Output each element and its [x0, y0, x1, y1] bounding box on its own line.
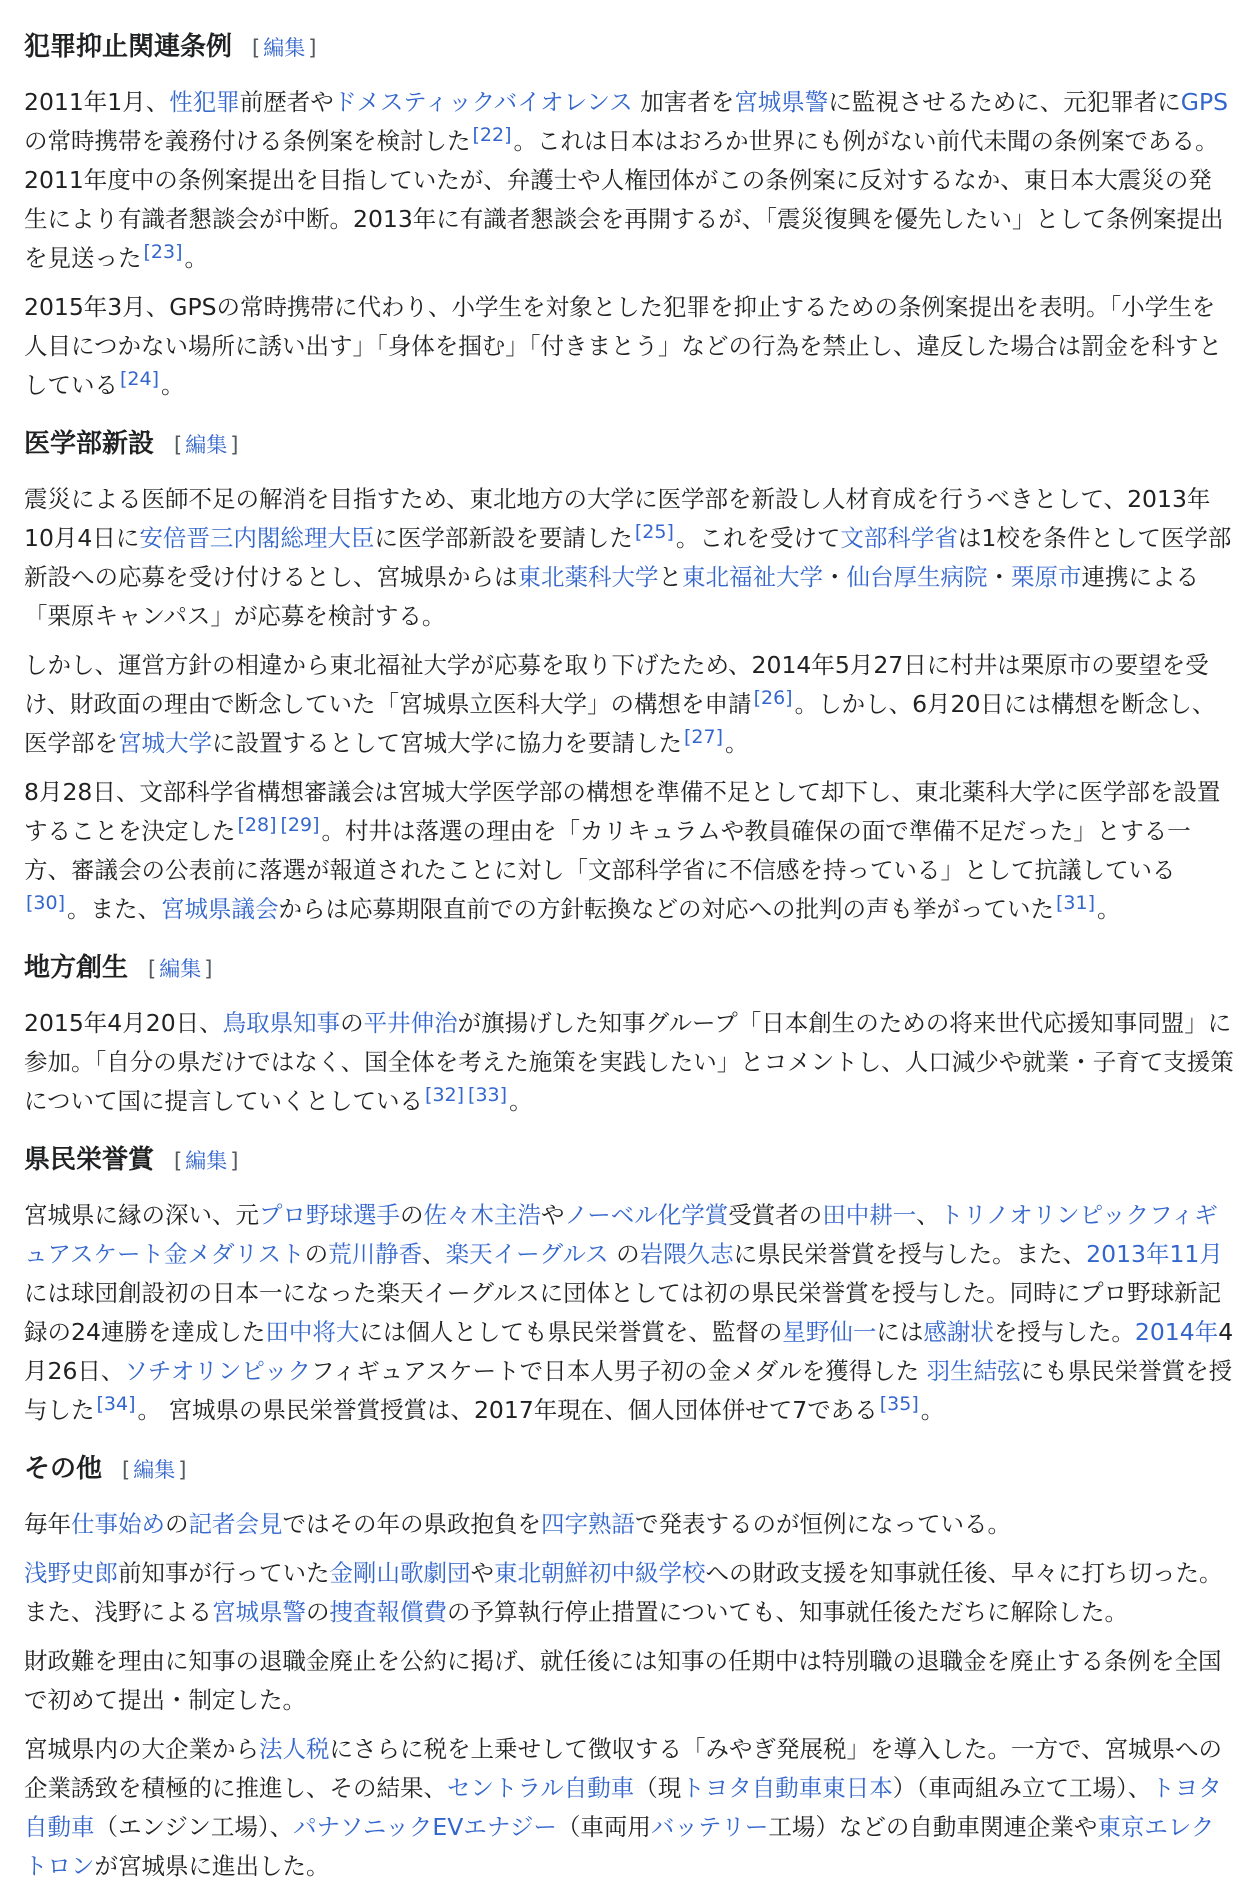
- section-heading: [24, 22, 1234, 73]
- citation-link[interactable]: [35]: [879, 1393, 919, 1415]
- body-text: 毎年: [24, 1510, 71, 1538]
- body-text: ではその年の県政抱負を: [282, 1510, 541, 1538]
- paragraph: [24, 646, 1234, 763]
- wiki-link[interactable]: 栗原市: [1011, 563, 1082, 591]
- body-text: 2011年1月、: [24, 88, 170, 116]
- body-text: の: [306, 1598, 330, 1626]
- citation-link[interactable]: [24]: [120, 368, 160, 390]
- body-text: の: [608, 1240, 640, 1268]
- paragraph: [24, 288, 1234, 405]
- wiki-link[interactable]: 田中将大: [265, 1318, 360, 1346]
- wiki-link[interactable]: 佐々木主浩: [423, 1201, 541, 1229]
- section-heading: [24, 1444, 1234, 1495]
- wiki-link[interactable]: 鳥取県知事: [222, 1009, 341, 1037]
- wiki-link[interactable]: 宮城県警: [734, 88, 829, 116]
- wiki-link[interactable]: 岩隈久志: [639, 1240, 734, 1268]
- citation-link[interactable]: [26]: [753, 687, 793, 709]
- body-text: 、: [422, 1240, 446, 1268]
- body-text: には個人としても県民栄誉賞を、監督の: [359, 1318, 783, 1346]
- body-text: 連携による「栗原キャンパス」が応募を検討する。: [24, 563, 1199, 630]
- body-text: 。: [920, 1396, 945, 1424]
- body-text: 工場）などの自動車関連企業や: [768, 1813, 1098, 1841]
- wiki-link[interactable]: 2014年: [1134, 1318, 1219, 1346]
- paragraph: [24, 480, 1234, 636]
- wiki-link[interactable]: バッテリー: [650, 1813, 769, 1841]
- body-text: に医学部新設を要請した: [374, 524, 633, 552]
- body-text: 。: [1097, 895, 1121, 923]
- citation-link[interactable]: [34]: [96, 1393, 136, 1415]
- wiki-link[interactable]: 宮城県議会: [161, 895, 279, 923]
- body-text: 。村井は落選の理由を「カリキュラムや教員確保の面で準備不足だった」とする一方、審議会の公表前に落選が報道されたことに対し「文部科学省に不信感を持っている」として抗議している: [24, 817, 1191, 884]
- body-text: しかし、運営方針の相違から東北福祉大学が応募を取り下げたため、2014年5月27日に村井は栗原市の要望を受け、財政面の理由で断念していた「宮城県立医科大学」の構想を申請: [24, 651, 1209, 718]
- wiki-link[interactable]: 金剛山歌劇団: [329, 1559, 471, 1587]
- body-text: を授与した。: [993, 1318, 1135, 1346]
- section-heading: [24, 1135, 1234, 1186]
- wiki-link[interactable]: 安倍晋三内閣総理大臣: [139, 524, 375, 552]
- wiki-link[interactable]: 星野仙一: [782, 1318, 877, 1346]
- wiki-link[interactable]: パナソニックEVエナジー: [293, 1813, 557, 1841]
- citation-link[interactable]: [25]: [634, 521, 674, 543]
- body-text: 。これは日本はおろか世界にも例がない前代未聞の条例案である。2011年度中の条例案提出を目指していたが、弁護士や人権団体がこの条例案に反対するなか、東日本大震災の発生により有識者懇談会が中断。2013年に有識者懇談会を再開するが、「震災復興を優先したい」として条例案提出を見送った: [24, 127, 1224, 272]
- section-heading: [24, 943, 1234, 994]
- body-text: や: [470, 1559, 494, 1587]
- body-text: には: [876, 1318, 924, 1346]
- edit-section-link[interactable]: 編集: [133, 1458, 176, 1482]
- section-title: 犯罪抑止関連条例: [24, 32, 233, 62]
- wiki-link[interactable]: 浅野史郎: [24, 1559, 118, 1587]
- wiki-link[interactable]: 仕事始め: [71, 1510, 165, 1538]
- paragraph: [24, 83, 1234, 278]
- body-text: の: [400, 1201, 424, 1229]
- wiki-link[interactable]: 仙台厚生病院: [846, 563, 988, 591]
- body-text: への財政支援を知事就任後、早々に打ち切った。また、浅野による: [24, 1559, 1223, 1626]
- wiki-link[interactable]: 法人税: [259, 1735, 330, 1763]
- section-title: 県民栄誉賞: [24, 1145, 155, 1175]
- wiki-link[interactable]: GPS: [1180, 88, 1229, 116]
- body-text: 宮城県に縁の深い、元: [24, 1201, 259, 1229]
- body-text: 。また、: [67, 895, 162, 923]
- body-text: の常時携帯を義務付ける条例案を検討した: [24, 127, 471, 155]
- body-text: 。: [725, 729, 749, 757]
- wiki-link[interactable]: 田中耕一: [822, 1201, 917, 1229]
- wiki-link[interactable]: 宮城大学: [118, 729, 212, 757]
- body-text: の: [340, 1009, 364, 1037]
- body-text: ・: [987, 563, 1011, 591]
- body-text: と: [658, 563, 682, 591]
- body-text: （車両用: [556, 1813, 651, 1841]
- wiki-link[interactable]: 2013年11月: [1086, 1240, 1223, 1268]
- wiki-link[interactable]: 楽天イーグルス: [445, 1240, 609, 1268]
- citation-link[interactable]: [31]: [1056, 892, 1096, 914]
- citation-link[interactable]: [28]: [237, 814, 277, 836]
- body-text: で発表するのが恒例になっている。: [635, 1510, 1011, 1538]
- paragraph: [24, 1505, 1234, 1544]
- wiki-link[interactable]: 捜査報償費: [329, 1598, 447, 1626]
- body-text: からは応募期限直前での方針転換などの対応への批判の声も挙がっていた: [278, 895, 1055, 923]
- body-text: 前知事が行っていた: [118, 1559, 330, 1587]
- body-text: ）（車両組み立て工場）、: [892, 1774, 1152, 1802]
- paragraph: [24, 1642, 1234, 1720]
- body-text: の: [165, 1510, 189, 1538]
- body-text: に監視させるために、元犯罪者に: [828, 88, 1181, 116]
- wiki-link[interactable]: 感謝状: [923, 1318, 994, 1346]
- edit-section-link[interactable]: 編集: [263, 36, 306, 60]
- body-text: の: [304, 1240, 329, 1268]
- wiki-link[interactable]: トヨタ自動車東日本: [681, 1774, 893, 1802]
- paragraph: [24, 1004, 1234, 1121]
- edit-section-link[interactable]: 編集: [185, 433, 228, 457]
- edit-section: [ 編集 ]: [148, 957, 213, 981]
- citation-link[interactable]: [22]: [472, 124, 512, 146]
- wiki-link[interactable]: 宮城県警: [212, 1598, 306, 1626]
- body-text: 。: [509, 1087, 533, 1115]
- body-text: 。これを受けて: [675, 524, 841, 552]
- body-text: にさらに税を上乗せして徴収する「みやぎ発展税」を導入した。一方で、宮城県への企業誘致を積極的に推進し、その結果、: [24, 1735, 1223, 1802]
- edit-section-link[interactable]: 編集: [185, 1149, 228, 1173]
- body-text: が宮城県に進出した。: [94, 1852, 330, 1880]
- section-heading: [24, 419, 1234, 470]
- body-text: 受賞者の: [728, 1201, 823, 1229]
- citation-link[interactable]: [33]: [468, 1084, 508, 1106]
- section-title: その他: [24, 1454, 103, 1484]
- edit-section-link[interactable]: 編集: [159, 957, 202, 981]
- wiki-link[interactable]: トヨタ自動車: [24, 1774, 1222, 1841]
- section-title: 地方創生: [24, 953, 129, 983]
- body-text: 。 宮城県の県民栄誉賞授賞は、2017年現在、個人団体併せて7である: [137, 1396, 878, 1424]
- body-text: 財政難を理由に知事の退職金廃止を公約に掲げ、就任後には知事の任期中は特別職の退職金を廃止する条例を全国で初めて提出・制定した。: [24, 1647, 1222, 1714]
- body-text: 宮城県内の大企業から: [24, 1735, 259, 1763]
- citation-link[interactable]: [32]: [425, 1084, 465, 1106]
- edit-section: [ 編集 ]: [174, 1149, 239, 1173]
- citation-link[interactable]: [27]: [684, 726, 724, 748]
- body-text: や: [541, 1201, 565, 1229]
- body-text: には球団創設初の日本一になった楽天イーグルスに団体としては初の県民栄誉賞を授与した。同時にプロ野球新記録の24連勝を達成した: [24, 1279, 1222, 1346]
- citation-link[interactable]: [29]: [280, 814, 320, 836]
- wiki-link[interactable]: ソチオリンピック: [124, 1357, 311, 1385]
- edit-section: [ 編集 ]: [122, 1458, 187, 1482]
- body-text: 。: [184, 244, 209, 272]
- body-text: （エンジン工場）、: [94, 1813, 294, 1841]
- wiki-link[interactable]: 文部科学省: [840, 524, 958, 552]
- wiki-link[interactable]: ドメスティックバイオレンス: [333, 88, 633, 116]
- wiki-link[interactable]: ノーベル化学賞: [564, 1201, 729, 1229]
- wiki-link[interactable]: 四字熟語: [541, 1510, 635, 1538]
- section-title: 医学部新設: [24, 429, 155, 459]
- body-text: 、: [916, 1201, 940, 1229]
- body-text: 。: [161, 371, 185, 399]
- body-text: が旗揚げした知事グループ「日本創生のための将来世代応援知事同盟」に参加。「自分の県だけではなく、国全体を考えた施策を実践したい」とコメントし、人口減少や就業・子育て支援策について国に提言していくとしている: [24, 1009, 1234, 1115]
- wiki-link[interactable]: 東北薬科大学: [517, 563, 659, 591]
- body-text: にも県民栄誉賞を授与した: [24, 1357, 1233, 1424]
- body-text: の予算執行停止措置についても、知事就任後ただちに解除した。: [447, 1598, 1129, 1626]
- wiki-link[interactable]: 東京エレクトロン: [24, 1813, 1215, 1880]
- wiki-link[interactable]: 性犯罪: [169, 88, 240, 116]
- wiki-link[interactable]: 東北福祉大学: [682, 563, 823, 591]
- body-text: 4月26日、: [24, 1318, 1234, 1385]
- wiki-link[interactable]: セントラル自動車: [447, 1774, 635, 1802]
- wiki-link[interactable]: 羽生結弦: [926, 1357, 1021, 1385]
- wiki-link[interactable]: 荒川静香: [328, 1240, 423, 1268]
- wiki-link[interactable]: プロ野球選手: [259, 1201, 400, 1229]
- body-text: ・: [823, 563, 847, 591]
- body-text: （現: [634, 1774, 682, 1802]
- paragraph: [24, 1196, 1234, 1430]
- body-text: に設置するとして宮城大学に協力を要請した: [212, 729, 682, 757]
- wiki-link[interactable]: 東北朝鮮初中級学校: [494, 1559, 706, 1587]
- body-text: に県民栄誉賞を授与した。また、: [733, 1240, 1087, 1268]
- body-text: 前歴者や: [239, 88, 334, 116]
- wiki-link[interactable]: 平井伸治: [363, 1009, 458, 1037]
- body-text: 震災による医師不足の解消を目指すため、東北地方の大学に医学部を新設し人材育成を行うべきとして、2013年10月4日に: [24, 485, 1211, 552]
- body-text: 。しかし、6月20日には構想を断念し、医学部を: [24, 690, 1216, 757]
- citation-link[interactable]: [30]: [26, 892, 66, 914]
- paragraph: [24, 1554, 1234, 1632]
- paragraph: [24, 773, 1234, 929]
- body-text: 2015年4月20日、: [24, 1009, 223, 1037]
- body-text: 2015年3月、GPSの常時携帯に代わり、小学生を対象とした犯罪を抑止するための条例案提出を表明。「小学生を人目につかない場所に誘い出す」「身体を掴む」「付きまとう」などの行為を禁止し、違反した場合は罰金を科すとしている: [24, 293, 1223, 399]
- body-text: フィギュアスケートで日本人男子初の金メダルを獲得した: [311, 1357, 927, 1385]
- citation-link[interactable]: [23]: [143, 241, 183, 263]
- wiki-link[interactable]: 記者会見: [188, 1510, 283, 1538]
- body-text: 加害者を: [632, 88, 735, 116]
- edit-section: [ 編集 ]: [252, 36, 317, 60]
- body-text: は1校を条件として医学部新設への応募を受け付けるとし、宮城県からは: [24, 524, 1232, 591]
- wiki-link[interactable]: トリノオリンピックフィギュアスケート金メダリスト: [24, 1201, 1218, 1268]
- body-text: 8月28日、文部科学省構想審議会は宮城大学医学部の構想を準備不足として却下し、東北薬科大学に医学部を設置することを決定した: [24, 778, 1221, 845]
- edit-section: [ 編集 ]: [174, 433, 239, 457]
- paragraph: [24, 1730, 1234, 1886]
